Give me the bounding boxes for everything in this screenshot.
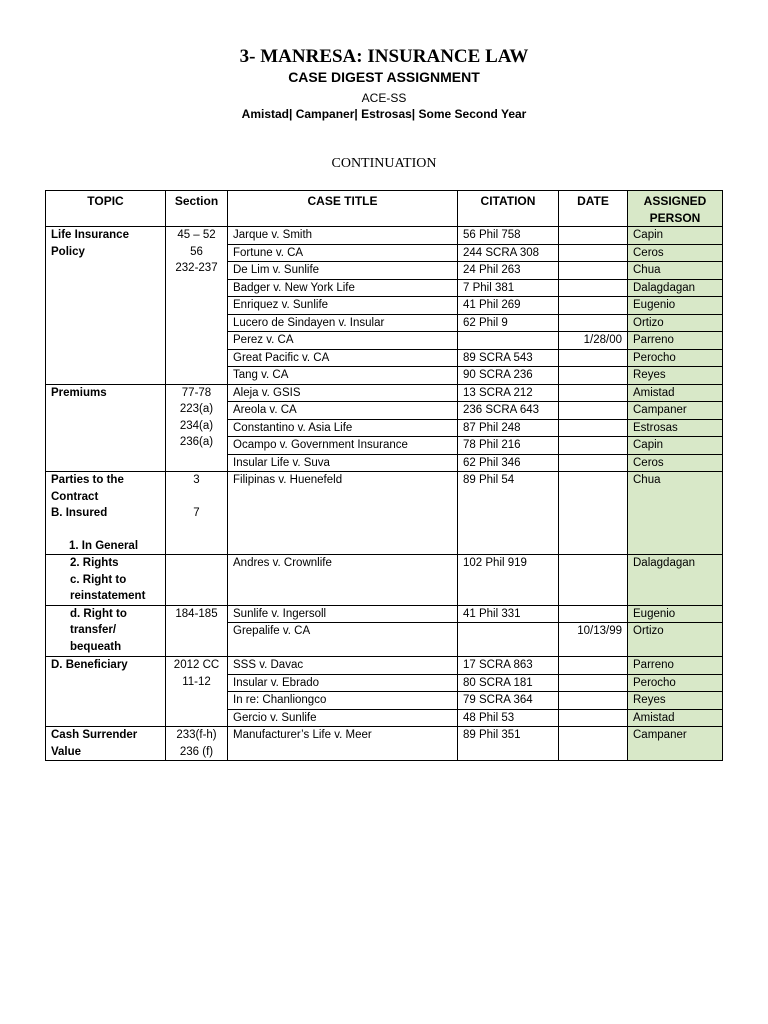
- member-name: Amistad: [241, 107, 289, 121]
- case-title-cell: Manufacturer’s Life v. Meer: [228, 727, 458, 761]
- case-title-cell: Sunlife v. Ingersoll: [228, 605, 458, 623]
- line: c. Right to: [70, 573, 127, 586]
- citation-cell: 102 Phil 919: [458, 555, 559, 606]
- citation-cell: 41 Phil 269: [458, 297, 559, 315]
- section-cell: [166, 555, 228, 606]
- case-title-cell: Constantino v. Asia Life: [228, 419, 458, 437]
- document-title: 3- MANRESA: INSURANCE LAW: [239, 46, 529, 67]
- table-row: [46, 657, 723, 675]
- citation-cell: 90 SCRA 236: [458, 367, 559, 385]
- case-title-cell: Ocampo v. Government Insurance: [228, 437, 458, 455]
- assigned-person-cell: Amistad: [628, 384, 723, 402]
- citation-cell: 56 Phil 758: [458, 227, 559, 245]
- assigned-person-cell: Estrosas: [628, 419, 723, 437]
- table-row: [46, 605, 723, 623]
- citation-cell: 48 Phil 53: [458, 709, 559, 727]
- line: 3: [193, 474, 200, 486]
- line: bequeath: [70, 640, 122, 653]
- assigned-person-cell: Ceros: [628, 454, 723, 472]
- assigned-person-cell: Parreno: [628, 332, 723, 350]
- date-cell: [559, 419, 628, 437]
- line: 234(a): [179, 419, 214, 432]
- date-cell: [559, 709, 628, 727]
- line: Value: [51, 745, 82, 758]
- citation-cell: 24 Phil 263: [458, 262, 559, 280]
- assigned-person-cell: Ceros: [628, 244, 723, 262]
- assigned-person-cell: Campaner: [628, 727, 723, 761]
- line: transfer/: [70, 624, 117, 636]
- assigned-person-cell: Amistad: [628, 709, 723, 727]
- member-name: Estrosas: [361, 107, 412, 121]
- case-title-cell: De Lim v. Sunlife: [228, 262, 458, 280]
- line: Cash Surrender: [51, 729, 138, 741]
- date-cell: [559, 367, 628, 385]
- date-cell: [559, 279, 628, 297]
- case-title-cell: Areola v. CA: [228, 402, 458, 420]
- line: 232-237: [175, 262, 218, 274]
- column-header-topic: TOPIC: [46, 191, 166, 227]
- citation-cell: 41 Phil 331: [458, 605, 559, 623]
- section-cell: 184-185: [166, 605, 228, 657]
- citation-cell: 7 Phil 381: [458, 279, 559, 297]
- assigned-person-cell: Ortizo: [628, 314, 723, 332]
- date-cell: [559, 227, 628, 245]
- date-cell: [559, 384, 628, 402]
- date-cell: 10/13/99: [559, 623, 628, 657]
- column-header-date: DATE: [559, 191, 628, 227]
- case-title-cell: Great Pacific v. CA: [228, 349, 458, 367]
- case-title-cell: Grepalife v. CA: [228, 623, 458, 657]
- date-cell: [559, 472, 628, 555]
- citation-cell: 89 Phil 54: [458, 472, 559, 555]
- topic-cell: [46, 227, 166, 385]
- case-title-cell: SSS v. Davac: [228, 657, 458, 675]
- topic-cell: [46, 605, 166, 657]
- table-row: [46, 472, 723, 555]
- assigned-person-cell: Campaner: [628, 402, 723, 420]
- member-name: Campaner: [295, 107, 355, 121]
- line: 236(a): [179, 436, 214, 448]
- assigned-person-cell: Dalagdagan: [628, 279, 723, 297]
- date-cell: [559, 727, 628, 761]
- citation-cell: 89 SCRA 543: [458, 349, 559, 367]
- assigned-person-cell: Capin: [628, 227, 723, 245]
- date-cell: [559, 297, 628, 315]
- line: 11-12: [182, 675, 211, 688]
- citation-cell: 62 Phil 346: [458, 454, 559, 472]
- date-cell: [559, 402, 628, 420]
- citation-cell: 62 Phil 9: [458, 314, 559, 332]
- case-title-cell: Enriquez v. Sunlife: [228, 297, 458, 315]
- date-cell: [559, 262, 628, 280]
- section-cell: [166, 384, 228, 472]
- assigned-person-cell: Perocho: [628, 674, 723, 692]
- date-cell: [559, 692, 628, 710]
- citation-cell: 78 Phil 216: [458, 437, 559, 455]
- section-cell: [166, 227, 228, 385]
- column-header-section: Section: [166, 191, 228, 227]
- date-cell: [559, 555, 628, 606]
- assigned-person-cell: Capin: [628, 437, 723, 455]
- citation-cell: [458, 332, 559, 350]
- case-title-cell: Badger v. New York Life: [228, 279, 458, 297]
- topic-cell: Premiums: [46, 384, 166, 472]
- case-title-cell: Lucero de Sindayen v. Insular: [228, 314, 458, 332]
- assigned-person-cell: Eugenio: [628, 297, 723, 315]
- line: 56: [190, 245, 203, 258]
- column-header-assigned-person: ASSIGNED PERSON: [628, 191, 723, 227]
- table-header-row: [46, 191, 723, 227]
- topic-cell: [46, 472, 166, 555]
- citation-cell: 89 Phil 351: [458, 727, 559, 761]
- column-header-case-title: CASE TITLE: [228, 191, 458, 227]
- citation-cell: 80 SCRA 181: [458, 674, 559, 692]
- case-title-cell: Insular Life v. Suva: [228, 454, 458, 472]
- date-cell: [559, 314, 628, 332]
- citation-cell: [458, 623, 559, 657]
- case-title-cell: In re: Chanliongco: [228, 692, 458, 710]
- column-header-citation: CITATION: [458, 191, 559, 227]
- citation-cell: 79 SCRA 364: [458, 692, 559, 710]
- date-cell: [559, 657, 628, 675]
- date-cell: 1/28/00: [559, 332, 628, 350]
- section-cell: [166, 727, 228, 761]
- case-title-cell: Jarque v. Smith: [228, 227, 458, 245]
- case-title-cell: Aleja v. GSIS: [228, 384, 458, 402]
- line: 233(f-h): [176, 729, 217, 741]
- topic-cell: [46, 727, 166, 761]
- case-title-cell: Perez v. CA: [228, 332, 458, 350]
- date-cell: [559, 349, 628, 367]
- table-row: [46, 384, 723, 402]
- group-name: ACE-SS: [361, 91, 407, 105]
- citation-cell: 236 SCRA 643: [458, 402, 559, 420]
- topic-cell: [46, 555, 166, 606]
- members-line: Amistad| Campaner| Estrosas| Some Second Year: [241, 107, 527, 121]
- line: Contract: [51, 490, 99, 503]
- assigned-person-cell: Reyes: [628, 367, 723, 385]
- citation-cell: 17 SCRA 863: [458, 657, 559, 675]
- line: 7: [193, 506, 200, 519]
- line: Policy: [51, 245, 85, 258]
- table-row: [46, 727, 723, 761]
- line: d. Right to: [70, 607, 127, 620]
- case-title-cell: Insular v. Ebrado: [228, 674, 458, 692]
- assigned-person-cell: Eugenio: [628, 605, 723, 623]
- table-row: [46, 227, 723, 245]
- assignment-table: [45, 190, 723, 761]
- line: Life Insurance: [51, 229, 129, 241]
- assigned-person-cell: Chua: [628, 472, 723, 555]
- line: 77-78: [181, 386, 212, 399]
- assigned-person-cell: Ortizo: [628, 623, 723, 657]
- assigned-person-cell: Parreno: [628, 657, 723, 675]
- line: reinstatement: [70, 590, 146, 602]
- section-heading: CONTINUATION: [331, 156, 437, 171]
- member-name: Some Second Year: [418, 107, 527, 121]
- line: B. Insured: [51, 507, 108, 519]
- section-cell: [166, 472, 228, 555]
- line: 2. Rights: [70, 557, 119, 569]
- assigned-person-cell: Chua: [628, 262, 723, 280]
- line: 45 – 52: [177, 229, 216, 241]
- document-subtitle: CASE DIGEST ASSIGNMENT: [288, 69, 480, 85]
- line: 2012 CC: [173, 659, 220, 671]
- case-title-cell: Andres v. Crownlife: [228, 555, 458, 606]
- date-cell: [559, 674, 628, 692]
- case-title-cell: Filipinas v. Huenefeld: [228, 472, 458, 555]
- assigned-person-cell: Perocho: [628, 349, 723, 367]
- citation-cell: 13 SCRA 212: [458, 384, 559, 402]
- line: 236 (f): [179, 745, 214, 758]
- line: 223(a): [179, 403, 214, 415]
- assigned-person-cell: Reyes: [628, 692, 723, 710]
- case-title-cell: Fortune v. CA: [228, 244, 458, 262]
- case-title-cell: Gercio v. Sunlife: [228, 709, 458, 727]
- line: 1. In General: [69, 539, 139, 552]
- line: Parties to the: [51, 474, 124, 486]
- date-cell: [559, 454, 628, 472]
- citation-cell: 244 SCRA 308: [458, 244, 559, 262]
- assigned-person-cell: Dalagdagan: [628, 555, 723, 606]
- citation-cell: 87 Phil 248: [458, 419, 559, 437]
- table-row: [46, 555, 723, 606]
- section-cell: [166, 657, 228, 727]
- topic-cell: D. Beneficiary: [46, 657, 166, 727]
- date-cell: [559, 244, 628, 262]
- date-cell: [559, 605, 628, 623]
- case-title-cell: Tang v. CA: [228, 367, 458, 385]
- date-cell: [559, 437, 628, 455]
